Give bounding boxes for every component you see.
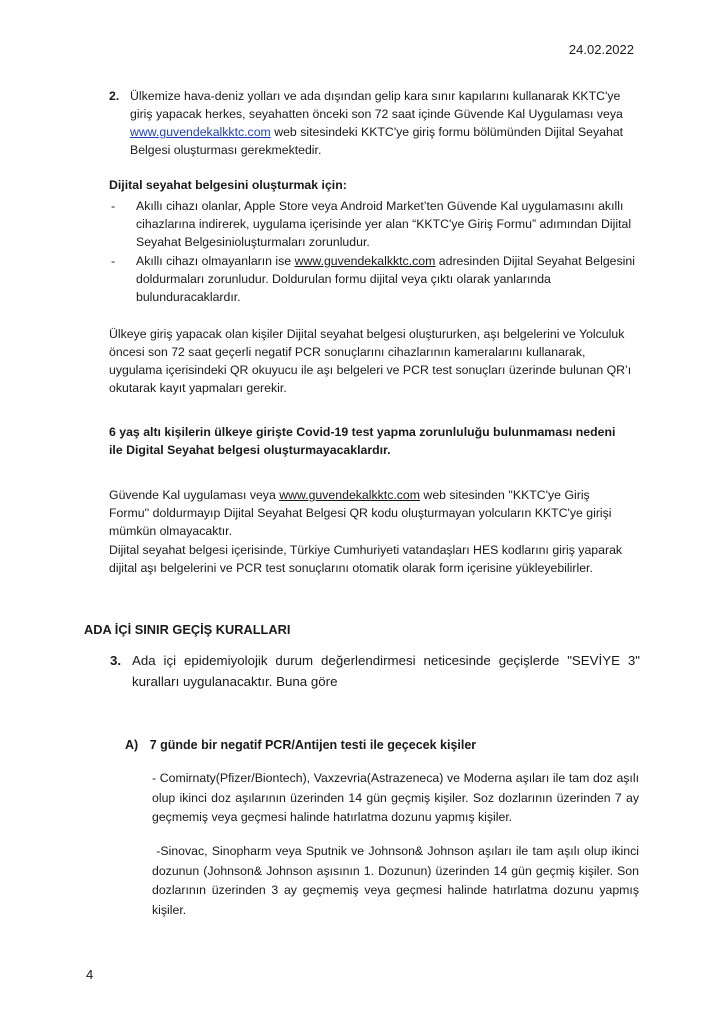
howto-bullet-2 bbox=[111, 252, 639, 306]
sub-a-marker: A) bbox=[125, 738, 139, 752]
guvendekal-link[interactable]: www.guvendekalkktc.com bbox=[130, 125, 271, 139]
bullet-text: Akıllı cihazı olanlar, Apple Store veya Android Market’ten Güvende Kal uygulamasını akıllı cihazlarına indirerek, uygulama içerisinde yer alan “KKTC'ye Giriş Formu” adımından Dijital Seyahat Belgesinioluşturmaları zorunludur. bbox=[136, 199, 632, 249]
item-3-number: 3. bbox=[110, 653, 122, 668]
section-heading: ADA İÇİ SINIR GEÇİŞ KURALLARI bbox=[84, 622, 291, 637]
item-3-text: Ada içi epidemiyolojik durum değerlendirmesi neticesinde geçişlerde "SEVİYE 3" kuralları uygulanacaktır. Buna göre bbox=[132, 653, 640, 689]
app-paragraph bbox=[109, 486, 629, 540]
guvendekal-link[interactable]: www.guvendekalkktc.com bbox=[279, 488, 421, 502]
bullet-dash: - bbox=[111, 199, 116, 213]
item-2-number: 2. bbox=[109, 89, 120, 103]
document-date: 24.02.2022 bbox=[568, 42, 634, 57]
bullet-text: Akıllı cihazı olmayanların ise bbox=[136, 254, 295, 268]
item-2-text: Ülkemize hava-deniz yolları ve ada dışından gelip kara sınır kapılarını kullanarak KKTC'ye giriş yapacak herkes, seyahatten önceki son 72 saat içinde Güvende Kal Uygulaması veya bbox=[130, 89, 623, 121]
item-2 bbox=[109, 87, 639, 159]
app-paragraph-text-after: web sitesinden ''KKTC'ye Giriş Formu'' doldurmayıp Dijital Seyahat Belgesi QR kodu oluşturmayan yolcuların KKTC'ye girişi mümkün olmayacaktır. bbox=[109, 488, 612, 538]
sub-a-title: 7 günde bir negatif PCR/Antijen testi ile geçecek kişiler bbox=[149, 738, 477, 752]
bullet-dash: - bbox=[111, 254, 116, 268]
howto-bullet-1 bbox=[111, 197, 639, 251]
item-3 bbox=[110, 650, 640, 692]
bullet-text-after: adresinden Dijital Seyahat Belgesini doldurmaları zorunludur. Doldurulan formu dijital veya çıktı olarak yanlarında bulunduracaklardır. bbox=[136, 254, 635, 304]
page-number: 4 bbox=[86, 967, 94, 982]
sub-a-heading bbox=[125, 738, 476, 752]
howto-heading: Dijital seyahat belgesini oluşturmak için: bbox=[109, 178, 347, 192]
entry-paragraph: Ülkeye giriş yapacak olan kişiler Dijital seyahat belgesi oluştururken, aşı belgelerini ve Yolculuk öncesi son 72 saat geçerli negatif PCR sonuçlarını cihazlarının kameralarını kullanarak, uygulama içerisindeki QR okuyucu ile aşı belgeleri ve PCR test sonuçları üzerinde bulunan QR’ı okutarak kayıt yapmaları gerekir. bbox=[109, 327, 632, 395]
hes-paragraph: Dijital seyahat belgesi içerisinde, Türkiye Cumhuriyeti vatandaşları HES kodlarını giriş yaparak dijital aşı belgelerini ve PCR test sonuçlarını otomatik olarak form içerisine yükleyebilirler. bbox=[109, 543, 623, 575]
sub-a-paragraph-2: -Sinovac, Sinopharm veya Sputnik ve Johnson& Johnson aşıları ile tam aşılı olup ikinci dozunun (Johnson& Johnson aşısının 1. Dozunun) üzerinden 14 gün geçmiş kişiler. Son dozlarının üzerinden 3 ay geçmemiş veya geçmesi halinde hatırlatma dozunu yapmış kişiler. bbox=[152, 844, 643, 917]
under-6-paragraph: 6 yaş altı kişilerin ülkeye girişte Covid-19 test yapma zorunluluğu bulunmaması nedeni ile Digital Seyahat belgesi oluşturmayacaklardır. bbox=[109, 425, 616, 457]
item-2-text-after: web sitesindeki KKTC'ye giriş formu bölümünden Dijital Seyahat Belgesi oluşturması gerekmektedir. bbox=[130, 125, 624, 157]
sub-a-paragraph-1: - Comirnaty(Pfizer/Biontech), Vaxzevria(Astrazeneca) ve Moderna aşıları ile tam doz aşılı olup ikinci doz aşılarının üzerinden 14 gün geçmiş kişiler. Soz dozlarının üzerinden 7 ay geçmemiş veya geçmesi halinde hatırlatma dozunu yapmış kişiler. bbox=[152, 771, 639, 824]
guvendekal-link[interactable]: www.guvendekalkktc.com bbox=[294, 254, 436, 268]
app-paragraph-text: Güvende Kal uygulaması veya bbox=[109, 488, 280, 502]
